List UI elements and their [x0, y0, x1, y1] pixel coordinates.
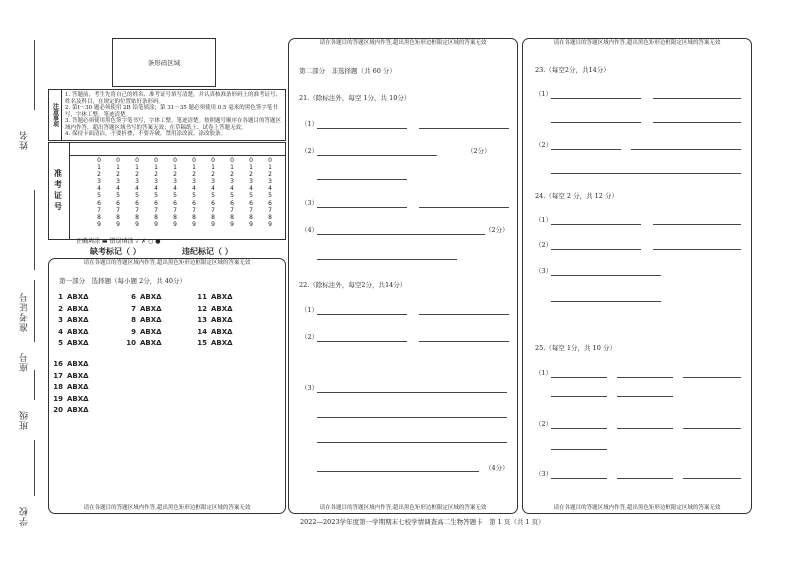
notice-box [48, 89, 286, 141]
exam-no-digit[interactable]: 8 [268, 213, 272, 221]
exam-no-digit[interactable]: 3 [192, 178, 196, 186]
exam-no-digit[interactable]: 9 [249, 220, 253, 228]
exam-no-digit[interactable]: 6 [230, 199, 234, 207]
exam-no-digit[interactable]: 2 [192, 171, 196, 179]
q22-blank-3a[interactable] [317, 392, 507, 393]
choice-row[interactable] [51, 360, 89, 368]
exam-no-digit[interactable]: 3 [97, 178, 101, 186]
exam-no-digit[interactable]: 7 [249, 206, 253, 214]
section1-title: 第一部分 选择题（每小题 2分，共 40分） [59, 277, 187, 285]
violation-mark[interactable]: 违纪标记（ ） [182, 246, 233, 256]
q22-blank-3b[interactable] [317, 417, 507, 418]
q22-item-1: （1） [301, 306, 319, 314]
fill-sample: 正确填涂 ▬ 错误填涂 ✓ ✗ ○ ● [76, 238, 161, 245]
exam-no-digit[interactable]: 9 [230, 220, 234, 228]
q21-blank-1a[interactable] [317, 128, 407, 129]
exam-no-digit[interactable]: 8 [154, 213, 158, 221]
q21-blank-2a[interactable] [317, 155, 437, 156]
exam-no-digit[interactable]: 0 [97, 157, 101, 164]
choice-number: 6 [131, 293, 136, 301]
exam-no-digit[interactable]: 3 [211, 178, 215, 186]
choice-number: 16 [53, 360, 63, 368]
q23-title: 23.（每空2分，共14分） [535, 66, 610, 74]
choice-options[interactable]: ABXΔ [67, 316, 89, 324]
choice-panel [48, 258, 286, 514]
q24-blank-1a[interactable] [551, 224, 641, 225]
choice-row[interactable] [124, 293, 162, 301]
q23-blank-1a[interactable] [551, 98, 641, 99]
exam-no-column[interactable] [228, 157, 236, 228]
exam-no-digit[interactable]: 2 [135, 171, 139, 179]
exam-no-grid-label: 准考证号 [49, 143, 70, 239]
q25-blank-1e[interactable] [617, 396, 673, 397]
exam-no-digit[interactable]: 5 [116, 192, 120, 200]
exam-no-digit[interactable]: 9 [268, 220, 272, 228]
exam-no-digit[interactable]: 2 [173, 171, 177, 179]
exam-no-digit[interactable]: 3 [249, 178, 253, 186]
choice-number: 15 [197, 339, 207, 347]
q22-blank-2a[interactable] [317, 341, 407, 342]
choice-number: 3 [58, 316, 63, 324]
q24-blank-3b[interactable] [551, 301, 661, 302]
q21-item-1: （1） [301, 120, 319, 128]
choice-number: 14 [197, 327, 207, 336]
q21-blank-3a[interactable] [317, 207, 407, 208]
exam-no-digit[interactable]: 5 [192, 192, 196, 200]
choice-number: 7 [131, 304, 136, 313]
exam-no-digit[interactable]: 7 [230, 206, 234, 214]
q24-item-2: （2） [535, 241, 553, 249]
choice-row[interactable] [195, 328, 233, 336]
barcode-label: 条形码区域 [147, 59, 181, 67]
exam-no-digit[interactable]: 7 [173, 206, 177, 214]
choice-row[interactable] [51, 383, 89, 391]
q21-blank-2b[interactable] [317, 179, 407, 180]
choice-options[interactable]: ABXΔ [211, 316, 233, 324]
q21-blank-4a[interactable] [317, 234, 485, 235]
exam-no-digit[interactable]: 9 [116, 220, 120, 228]
exam-no-digit[interactable]: 8 [192, 213, 196, 221]
notice-line-4: 4. 保持卡面清洁，不要折叠，不要弄破，禁用涂改液、涂改胶条。 [65, 131, 226, 137]
choice-options[interactable]: ABXΔ [67, 371, 89, 380]
choice-number: 9 [131, 327, 136, 336]
exam-no-digit[interactable]: 4 [97, 185, 101, 193]
choice-row[interactable] [51, 395, 89, 403]
choice-options[interactable]: ABXΔ [211, 293, 233, 301]
choice-options[interactable]: ABXΔ [211, 339, 233, 347]
exam-no-digit[interactable]: 7 [211, 206, 215, 214]
choice-row[interactable] [124, 305, 162, 313]
notice-title: 注意事项 [49, 90, 62, 140]
q24-blank-3a[interactable] [551, 275, 661, 276]
exam-no-digit[interactable]: 1 [249, 164, 253, 172]
choice-number: 10 [126, 339, 136, 347]
exam-no-label: 准考证号 [20, 292, 30, 332]
exam-no-digit[interactable]: 6 [268, 199, 272, 207]
q25-blank-1b[interactable] [617, 377, 673, 378]
q23-item-2: （2） [535, 141, 553, 149]
q21-item-4: （4） [301, 226, 319, 234]
choice-row[interactable] [124, 328, 162, 336]
name-label: 姓名 [20, 130, 30, 150]
q22-blank-2b[interactable] [419, 341, 509, 342]
exam-no-digit[interactable]: 2 [154, 171, 158, 179]
exam-no-digit[interactable]: 3 [135, 178, 139, 186]
choice-options[interactable]: ABXΔ [140, 316, 162, 324]
exam-no-digit[interactable]: 3 [154, 178, 158, 186]
exam-no-digit[interactable]: 4 [173, 185, 177, 193]
choice-options[interactable]: ABXΔ [67, 327, 89, 336]
exam-no-column[interactable] [190, 157, 198, 228]
choice-options[interactable]: ABXΔ [67, 304, 89, 313]
exam-no-digit[interactable]: 3 [173, 178, 177, 186]
exam-no-digit[interactable]: 0 [192, 157, 196, 164]
exam-no-digit[interactable]: 0 [173, 157, 177, 164]
q25-blank-2c[interactable] [683, 428, 741, 429]
notice-line-1: 1. 答题前，考生先将自己的姓名、准考证号填写清楚，并认真核准条形码上的准考证号、姓名及科目，在规定的位置贴好条形码。 [65, 92, 281, 105]
exam-no-digit[interactable]: 6 [154, 199, 158, 207]
exam-no-digit[interactable]: 1 [154, 164, 158, 172]
exam-no-digit[interactable]: 1 [135, 164, 139, 172]
exam-no-digit[interactable]: 0 [249, 157, 253, 164]
choice-number: 2 [58, 304, 63, 313]
q21-score-4: （2分） [485, 226, 509, 234]
exam-no-digit[interactable]: 3 [116, 178, 120, 186]
exam-no-digit[interactable]: 4 [211, 185, 215, 193]
choice-options[interactable]: ABXΔ [140, 327, 162, 336]
exam-no-digit[interactable]: 9 [135, 220, 139, 228]
exam-no-digit[interactable]: 4 [154, 185, 158, 193]
exam-no-column[interactable] [95, 157, 103, 228]
exam-no-digit[interactable]: 4 [135, 185, 139, 193]
choice-options[interactable]: ABXΔ [67, 394, 89, 403]
q23-blank-2a[interactable] [551, 149, 621, 150]
exam-no-digit[interactable]: 5 [249, 192, 253, 200]
exam-no-digit[interactable]: 5 [211, 192, 215, 200]
exam-no-digit[interactable]: 8 [116, 213, 120, 221]
q24-title: 24.（每空 2 分，共 12 分） [535, 192, 619, 200]
school-line [34, 440, 35, 496]
exam-no-grid [48, 142, 286, 240]
exam-no-digit[interactable]: 5 [154, 192, 158, 200]
choice-row[interactable] [195, 293, 233, 301]
exam-no-digit[interactable]: 0 [135, 157, 139, 164]
exam-no-column[interactable] [152, 157, 160, 228]
exam-no-digit[interactable]: 6 [97, 199, 101, 207]
seat-no-line [34, 280, 35, 342]
q23-blank-2b[interactable] [631, 149, 741, 150]
choice-number: 4 [58, 327, 63, 336]
q25-blank-3b[interactable] [617, 478, 673, 479]
exam-no-digit[interactable]: 0 [211, 157, 215, 164]
name-line [34, 40, 35, 110]
exam-no-digit[interactable]: 4 [268, 185, 272, 193]
q25-blank-3a[interactable] [551, 478, 607, 479]
exam-no-digit[interactable]: 2 [97, 171, 101, 179]
q25-title: 25.（每空 1分，共 10 分） [535, 344, 616, 352]
choice-row[interactable] [124, 339, 162, 347]
seat-no-label: 座号 [20, 352, 30, 372]
choice-panel-footer: 请在各题目的答题区域内作答,超出黑色矩形边框限定区域的答案无效 [83, 505, 251, 511]
choice-row[interactable] [51, 372, 89, 380]
q24-blank-1b[interactable] [653, 224, 741, 225]
exam-no-digit[interactable]: 6 [192, 199, 196, 207]
q24-blank-2b[interactable] [653, 249, 741, 250]
exam-no-digit[interactable]: 4 [116, 185, 120, 193]
exam-no-digit[interactable]: 5 [97, 192, 101, 200]
exam-no-digit[interactable]: 7 [116, 206, 120, 214]
exam-no-column[interactable] [133, 157, 141, 228]
q25-blank-2d[interactable] [551, 449, 607, 450]
exam-no-digit[interactable]: 8 [97, 213, 101, 221]
choice-number: 11 [197, 293, 207, 301]
choice-options[interactable]: ABXΔ [140, 293, 162, 301]
q24-item-3: （3） [535, 267, 553, 275]
school-label: 学校 [20, 506, 30, 526]
choice-number: 8 [131, 316, 136, 324]
choice-row[interactable] [51, 316, 89, 324]
exam-no-column[interactable] [247, 157, 255, 228]
choice-number: 19 [53, 394, 63, 403]
exam-no-digit[interactable]: 9 [192, 220, 196, 228]
exam-no-digit[interactable]: 7 [135, 206, 139, 214]
page-footer: 2022—2023学年度第一学期期末七校学情调查高二生物答题卡 第 1 页（共 1 页） [300, 518, 545, 526]
middle-panel-header: 请在各题目的答题区域内作答,超出黑色矩形边框限定区域的答案无效 [319, 40, 487, 46]
exam-no-digit[interactable]: 1 [211, 164, 215, 172]
choice-options[interactable]: ABXΔ [140, 304, 162, 313]
right-panel-footer: 请在各题目的答题区域内作答,超出黑色矩形边框限定区域的答案无效 [553, 505, 721, 511]
choice-options[interactable]: ABXΔ [211, 304, 233, 313]
exam-no-column[interactable] [171, 157, 179, 228]
exam-no-digit[interactable]: 4 [230, 185, 234, 193]
q22-blank-1a[interactable] [317, 314, 407, 315]
q22-item-2: （2） [301, 333, 319, 341]
exam-no-digit[interactable]: 7 [268, 206, 272, 214]
exam-no-digit[interactable]: 8 [249, 213, 253, 221]
q21-blank-4b[interactable] [317, 259, 457, 260]
q22-score: （4分） [485, 464, 509, 472]
class-line [34, 370, 35, 400]
exam-no-digit[interactable]: 8 [230, 213, 234, 221]
q23-blank-2c[interactable] [551, 173, 741, 174]
choice-number: 17 [53, 371, 63, 380]
choice-options[interactable]: ABXΔ [67, 360, 89, 368]
q25-blank-1a[interactable] [551, 377, 607, 378]
exam-no-write-row[interactable] [69, 143, 285, 156]
q25-blank-2b[interactable] [617, 428, 673, 429]
q24-item-1: （1） [535, 216, 553, 224]
exam-no-digit[interactable]: 1 [268, 164, 272, 172]
choice-number: 13 [197, 316, 207, 324]
q21-item-2: （2） [301, 147, 319, 155]
q25-blank-1d[interactable] [551, 396, 607, 397]
exam-no-digit[interactable]: 6 [116, 199, 120, 207]
exam-no-digit[interactable]: 8 [211, 213, 215, 221]
exam-no-column[interactable] [114, 157, 122, 228]
q25-item-3: （3） [535, 470, 553, 478]
exam-no-digit[interactable]: 8 [135, 213, 139, 221]
q21-item-3: （3） [301, 199, 319, 207]
choice-options[interactable]: ABXΔ [67, 293, 89, 301]
choice-row[interactable] [51, 406, 89, 414]
right-panel [522, 38, 752, 514]
exam-no-digit[interactable]: 9 [97, 220, 101, 228]
q23-blank-1d[interactable] [653, 122, 741, 123]
exam-no-column[interactable] [209, 157, 217, 228]
exam-no-digit[interactable]: 2 [211, 171, 215, 179]
exam-no-digit[interactable]: 3 [230, 178, 234, 186]
choice-row[interactable] [195, 339, 233, 347]
exam-no-digit[interactable]: 2 [268, 171, 272, 179]
exam-no-digit[interactable]: 9 [154, 220, 158, 228]
choice-number: 12 [197, 304, 207, 313]
q25-blank-2a[interactable] [551, 428, 607, 429]
q21-score-2: （2分） [467, 147, 491, 155]
q22-item-3: （3） [301, 384, 319, 392]
exam-no-digit[interactable]: 6 [249, 199, 253, 207]
q21-blank-1b[interactable] [419, 128, 509, 129]
exam-no-digit[interactable]: 1 [192, 164, 196, 172]
exam-no-digit[interactable]: 0 [154, 157, 158, 164]
middle-panel-footer: 请在各题目的答题区域内作答,超出黑色矩形边框限定区域的答案无效 [319, 505, 487, 511]
exam-no-digit[interactable]: 7 [97, 206, 101, 214]
q22-blank-3c[interactable] [317, 442, 507, 443]
q25-item-2: （2） [535, 420, 553, 428]
exam-no-digit[interactable]: 1 [97, 164, 101, 172]
q21-title: 21.（除标注外，每空 1分，共 10分） [299, 94, 411, 102]
choice-number: 1 [58, 293, 63, 301]
choice-row[interactable] [195, 316, 233, 324]
choice-options[interactable]: ABXΔ [211, 327, 233, 336]
exam-no-digit[interactable]: 5 [135, 192, 139, 200]
exam-no-digit[interactable]: 1 [116, 164, 120, 172]
exam-no-digit[interactable]: 4 [249, 185, 253, 193]
choice-row[interactable] [124, 316, 162, 324]
choice-options[interactable]: ABXΔ [67, 383, 89, 391]
q22-blank-3d[interactable] [317, 471, 479, 472]
exam-no-digit[interactable]: 0 [268, 157, 272, 164]
q25-item-1: （1） [535, 369, 553, 377]
q24-blank-2a[interactable] [551, 249, 641, 250]
choice-panel-header: 请在各题目的答题区域内作答,超出黑色矩形边框限定区域的答案无效 [83, 260, 251, 266]
exam-no-digit[interactable]: 7 [192, 206, 196, 214]
exam-no-digit[interactable]: 0 [116, 157, 120, 164]
exam-no-digit[interactable]: 8 [173, 213, 177, 221]
exam-no-digit[interactable]: 5 [268, 192, 272, 200]
choice-options[interactable]: ABXΔ [67, 406, 89, 414]
choice-row[interactable] [51, 293, 89, 301]
q22-blank-1b[interactable] [419, 314, 509, 315]
exam-no-column[interactable] [266, 157, 274, 228]
q23-item-1: （1） [535, 90, 553, 98]
exam-no-digit[interactable]: 6 [211, 199, 215, 207]
choice-options[interactable]: ABXΔ [140, 339, 162, 347]
choice-row[interactable] [51, 328, 89, 336]
notice-line-3: 3. 答题必须使用黑色签字笔书写，字体工整、笔迹清楚。按照题号顺序在各题目的答题区域内作答，超出答题区域书写的答案无效；在草稿纸上、试卷上答题无效。 [65, 118, 281, 131]
q21-blank-3b[interactable] [419, 207, 509, 208]
exam-no-line [34, 190, 35, 270]
middle-panel [288, 38, 518, 514]
exam-no-digit[interactable]: 1 [230, 164, 234, 172]
q22-title: 22.（除标注外，每空2分，共14分） [299, 281, 407, 289]
exam-no-digit[interactable]: 4 [192, 185, 196, 193]
exam-no-digit[interactable]: 7 [154, 206, 158, 214]
choice-number: 5 [58, 339, 63, 347]
q23-blank-1b[interactable] [653, 98, 741, 99]
exam-no-digit[interactable]: 2 [249, 171, 253, 179]
exam-no-digit[interactable]: 2 [116, 171, 120, 179]
exam-no-digit[interactable]: 1 [173, 164, 177, 172]
choice-number: 20 [53, 406, 63, 414]
exam-no-digit[interactable]: 5 [230, 192, 234, 200]
absent-mark[interactable]: 缺考标记（ ） [90, 246, 141, 256]
choice-row[interactable] [51, 305, 89, 313]
exam-no-digit[interactable]: 6 [173, 199, 177, 207]
choice-row[interactable] [51, 339, 89, 347]
notice-line-2: 2. 第Ⅰ～30 题必须使用 2B 铅笔填涂；第 31～35 题必须使用 0.5 毫米的黑色签字笔书写，字体工整，笔迹清楚。 [65, 105, 278, 118]
exam-no-digit[interactable]: 3 [268, 178, 272, 186]
class-label: 班级 [20, 410, 30, 430]
exam-no-digit[interactable]: 9 [173, 220, 177, 228]
q25-blank-1c[interactable] [683, 377, 741, 378]
choice-row[interactable] [195, 305, 233, 313]
exam-no-digit[interactable]: 5 [173, 192, 177, 200]
exam-no-digit[interactable]: 9 [211, 220, 215, 228]
right-panel-header: 请在各题目的答题区域内作答,超出黑色矩形边框限定区域的答案无效 [553, 40, 721, 46]
barcode-box [112, 38, 216, 87]
choice-options[interactable]: ABXΔ [67, 339, 89, 347]
section2-title: 第二部分 非选择题（共 60 分） [299, 67, 396, 75]
q25-blank-3c[interactable] [683, 478, 741, 479]
exam-no-digit[interactable]: 0 [230, 157, 234, 164]
q23-blank-1c[interactable] [551, 122, 641, 123]
exam-no-digit[interactable]: 6 [135, 199, 139, 207]
choice-number: 18 [53, 383, 63, 391]
exam-no-digit[interactable]: 2 [230, 171, 234, 179]
